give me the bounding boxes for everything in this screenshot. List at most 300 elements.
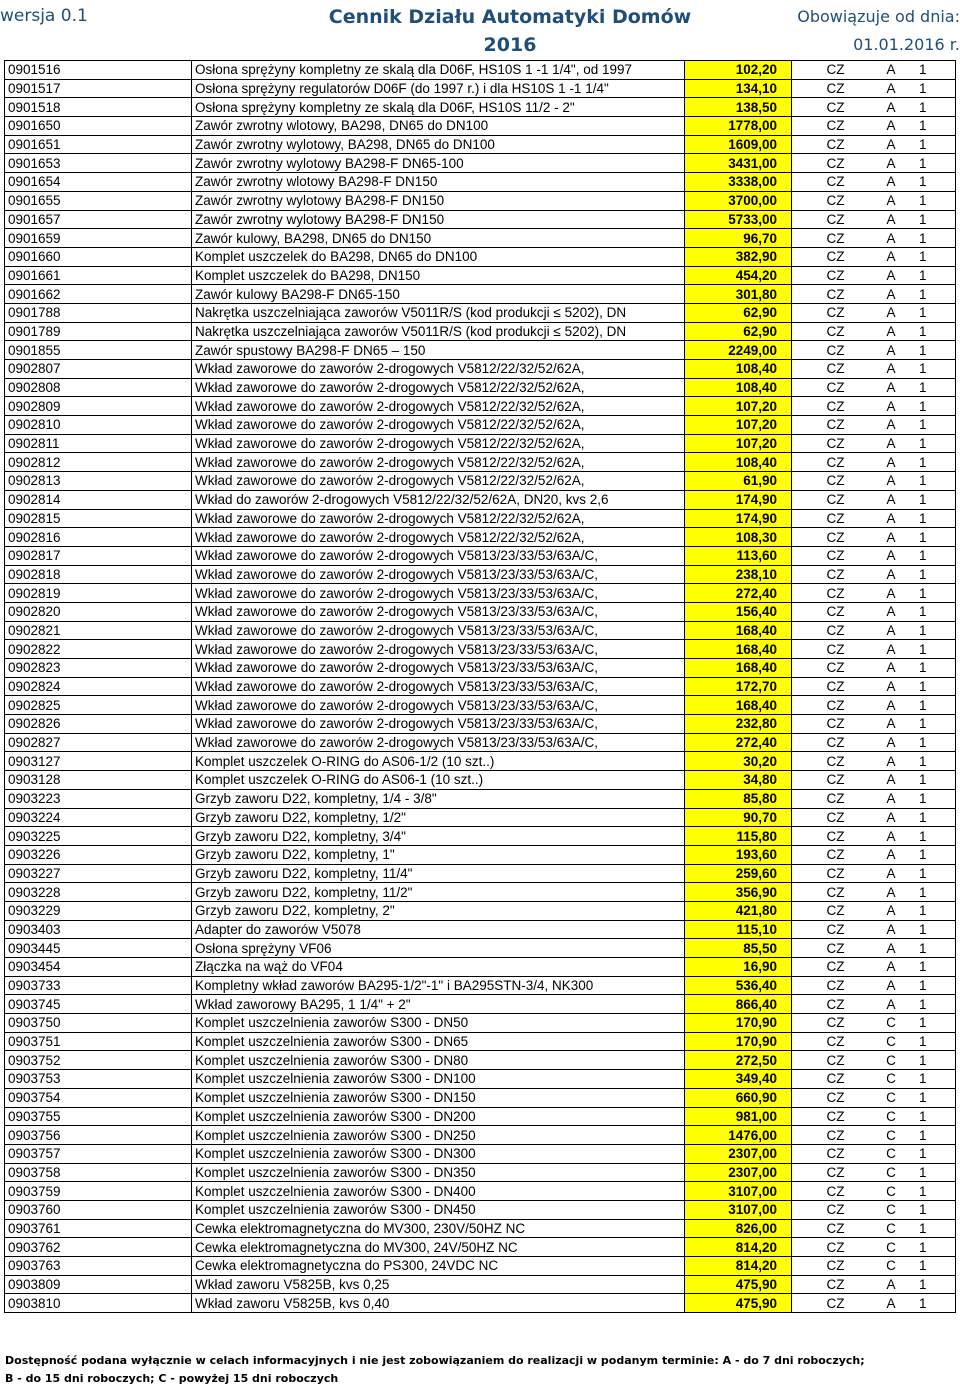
product-name: Wkład zaworu V5825B, kvs 0,25: [192, 1275, 685, 1294]
quantity: 1: [916, 696, 956, 715]
product-price: 61,90: [685, 472, 792, 491]
product-price: 170,90: [685, 1014, 792, 1033]
quantity: 1: [916, 939, 956, 958]
unit-label: CZ: [792, 266, 867, 285]
product-name: Złączka na wąż do VF04: [192, 958, 685, 977]
quantity: 1: [916, 1126, 956, 1145]
product-name: Komplet uszczelnienia zaworów S300 - DN200: [192, 1107, 685, 1126]
unit-label: CZ: [792, 117, 867, 136]
product-name: Wkład zaworowe do zaworów 2-drogowych V5813/23/33/53/63A/C,: [192, 546, 685, 565]
valid-from: [797, 3, 960, 59]
product-code: 0901661: [5, 266, 192, 285]
quantity: 1: [916, 1275, 956, 1294]
unit-label: CZ: [792, 1051, 867, 1070]
unit-label: CZ: [792, 976, 867, 995]
product-name: Osłona sprężyny kompletny ze skalą dla D06F, HS10S 1 -1 1/4", od 1997: [192, 61, 685, 80]
product-name: Wkład zaworowe do zaworów 2-drogowych V5812/22/32/52/62A,: [192, 434, 685, 453]
product-name: Adapter do zaworów V5078: [192, 920, 685, 939]
unit-label: CZ: [792, 1014, 867, 1033]
table-row: [5, 1275, 956, 1294]
quantity: 1: [916, 715, 956, 734]
product-name: Wkład zaworowe do zaworów 2-drogowych V5812/22/32/52/62A,: [192, 378, 685, 397]
product-code: 0903745: [5, 995, 192, 1014]
table-row: [5, 154, 956, 173]
product-price: 272,40: [685, 584, 792, 603]
quantity: 1: [916, 808, 956, 827]
table-row: [5, 827, 956, 846]
table-row: [5, 303, 956, 322]
product-price: 108,40: [685, 360, 792, 379]
product-name: Wkład zaworowe do zaworów 2-drogowych V5812/22/32/52/62A,: [192, 360, 685, 379]
unit-label: CZ: [792, 378, 867, 397]
product-name: Zawór zwrotny wylotowy BA298-F DN65-100: [192, 154, 685, 173]
table-row: [5, 939, 956, 958]
product-code: 0903809: [5, 1275, 192, 1294]
product-code: 0902827: [5, 733, 192, 752]
product-code: 0901660: [5, 247, 192, 266]
quantity: 1: [916, 528, 956, 547]
table-row: [5, 1257, 956, 1276]
unit-label: CZ: [792, 995, 867, 1014]
product-name: Wkład zaworowy BA295, 1 1/4" + 2": [192, 995, 685, 1014]
product-price: 108,40: [685, 453, 792, 472]
product-name: Grzyb zaworu D22, kompletny, 11/2": [192, 883, 685, 902]
product-name: Zawór zwrotny wlotowy, BA298, DN65 do DN100: [192, 117, 685, 136]
product-price: 2307,00: [685, 1144, 792, 1163]
availability-class: A: [866, 378, 916, 397]
product-code: 0902811: [5, 434, 192, 453]
product-code: 0903127: [5, 752, 192, 771]
table-row: [5, 715, 956, 734]
product-price: 3431,00: [685, 154, 792, 173]
product-name: Komplet uszczelnienia zaworów S300 - DN65: [192, 1032, 685, 1051]
availability-class: A: [866, 247, 916, 266]
availability-class: A: [866, 1275, 916, 1294]
product-code: 0903454: [5, 958, 192, 977]
availability-class: A: [866, 322, 916, 341]
product-price: 814,20: [685, 1238, 792, 1257]
product-price: 85,50: [685, 939, 792, 958]
product-name: Osłona sprężyny kompletny ze skalą dla D06F, HS10S 11/2 - 2": [192, 98, 685, 117]
quantity: 1: [916, 509, 956, 528]
unit-label: CZ: [792, 715, 867, 734]
product-name: Grzyb zaworu D22, kompletny, 1/4 - 3/8": [192, 789, 685, 808]
product-price: 826,00: [685, 1219, 792, 1238]
quantity: 1: [916, 1107, 956, 1126]
table-row: [5, 1163, 956, 1182]
availability-class: A: [866, 61, 916, 80]
quantity: 1: [916, 191, 956, 210]
product-price: 660,90: [685, 1088, 792, 1107]
quantity: 1: [916, 1219, 956, 1238]
product-code: 0903762: [5, 1238, 192, 1257]
product-code: 0903752: [5, 1051, 192, 1070]
quantity: 1: [916, 1088, 956, 1107]
product-name: Grzyb zaworu D22, kompletny, 11/4": [192, 864, 685, 883]
availability-class: C: [866, 1051, 916, 1070]
quantity: 1: [916, 266, 956, 285]
price-table-body: [5, 61, 956, 1313]
availability-class: A: [866, 135, 916, 154]
quantity: 1: [916, 1014, 956, 1033]
availability-class: A: [866, 640, 916, 659]
table-row: [5, 789, 956, 808]
availability-class: A: [866, 621, 916, 640]
table-row: [5, 995, 956, 1014]
product-name: Wkład zaworu V5825B, kvs 0,40: [192, 1294, 685, 1313]
product-code: 0903229: [5, 901, 192, 920]
quantity: 1: [916, 322, 956, 341]
availability-class: C: [866, 1200, 916, 1219]
product-name: Cewka elektromagnetyczna do MV300, 24V/50HZ NC: [192, 1238, 685, 1257]
table-row: [5, 229, 956, 248]
availability-class: C: [866, 1107, 916, 1126]
quantity: 1: [916, 789, 956, 808]
availability-class: A: [866, 808, 916, 827]
availability-class: A: [866, 341, 916, 360]
table-row: [5, 677, 956, 696]
product-code: 0902807: [5, 360, 192, 379]
quantity: 1: [916, 621, 956, 640]
quantity: 1: [916, 546, 956, 565]
table-row: [5, 1107, 956, 1126]
table-row: [5, 602, 956, 621]
availability-class: A: [866, 490, 916, 509]
table-row: [5, 285, 956, 304]
product-name: Zawór kulowy, BA298, DN65 do DN150: [192, 229, 685, 248]
product-name: Wkład zaworowe do zaworów 2-drogowych V5813/23/33/53/63A/C,: [192, 733, 685, 752]
table-row: [5, 1032, 956, 1051]
quantity: 1: [916, 565, 956, 584]
table-row: [5, 733, 956, 752]
unit-label: CZ: [792, 827, 867, 846]
table-row: [5, 509, 956, 528]
table-row: [5, 659, 956, 678]
table-row: [5, 901, 956, 920]
product-code: 0903733: [5, 976, 192, 995]
unit-label: CZ: [792, 303, 867, 322]
product-code: 0901650: [5, 117, 192, 136]
unit-label: CZ: [792, 528, 867, 547]
product-name: Komplet uszczelek do BA298, DN150: [192, 266, 685, 285]
unit-label: CZ: [792, 677, 867, 696]
product-name: Komplet uszczelnienia zaworów S300 - DN80: [192, 1051, 685, 1070]
table-row: [5, 528, 956, 547]
product-name: Wkład zaworowe do zaworów 2-drogowych V5813/23/33/53/63A/C,: [192, 565, 685, 584]
unit-label: CZ: [792, 920, 867, 939]
quantity: 1: [916, 117, 956, 136]
product-name: Grzyb zaworu D22, kompletny, 3/4": [192, 827, 685, 846]
availability-class: A: [866, 360, 916, 379]
product-price: 272,40: [685, 733, 792, 752]
product-price: 2249,00: [685, 341, 792, 360]
quantity: 1: [916, 845, 956, 864]
table-row: [5, 621, 956, 640]
product-price: 16,90: [685, 958, 792, 977]
unit-label: CZ: [792, 360, 867, 379]
unit-label: CZ: [792, 696, 867, 715]
product-code: 0903761: [5, 1219, 192, 1238]
product-code: 0901654: [5, 173, 192, 192]
quantity: 1: [916, 453, 956, 472]
product-code: 0903224: [5, 808, 192, 827]
availability-class: A: [866, 303, 916, 322]
availability-class: A: [866, 509, 916, 528]
product-name: Wkład zaworowe do zaworów 2-drogowych V5813/23/33/53/63A/C,: [192, 715, 685, 734]
product-code: 0901516: [5, 61, 192, 80]
unit-label: CZ: [792, 565, 867, 584]
table-row: [5, 565, 956, 584]
product-code: 0901651: [5, 135, 192, 154]
unit-label: CZ: [792, 453, 867, 472]
product-code: 0902819: [5, 584, 192, 603]
product-price: 2307,00: [685, 1163, 792, 1182]
unit-label: CZ: [792, 789, 867, 808]
product-name: Grzyb zaworu D22, kompletny, 1": [192, 845, 685, 864]
product-name: Wkład zaworowe do zaworów 2-drogowych V5813/23/33/53/63A/C,: [192, 677, 685, 696]
price-table: [4, 60, 956, 1313]
quantity: 1: [916, 677, 956, 696]
table-row: [5, 640, 956, 659]
quantity: 1: [916, 285, 956, 304]
product-name: Wkład zaworowe do zaworów 2-drogowych V5812/22/32/52/62A,: [192, 509, 685, 528]
table-row: [5, 864, 956, 883]
product-price: 168,40: [685, 640, 792, 659]
product-code: 0902821: [5, 621, 192, 640]
product-name: Wkład zaworowe do zaworów 2-drogowych V5813/23/33/53/63A/C,: [192, 584, 685, 603]
availability-class: A: [866, 715, 916, 734]
availability-class: A: [866, 154, 916, 173]
product-name: Zawór zwrotny wylotowy, BA298, DN65 do DN100: [192, 135, 685, 154]
product-price: 156,40: [685, 602, 792, 621]
availability-class: C: [866, 1163, 916, 1182]
page-header: [0, 0, 960, 60]
quantity: 1: [916, 490, 956, 509]
unit-label: CZ: [792, 1182, 867, 1201]
product-code: 0903756: [5, 1126, 192, 1145]
availability-class: C: [866, 1032, 916, 1051]
product-code: 0902824: [5, 677, 192, 696]
product-price: 96,70: [685, 229, 792, 248]
product-name: Nakrętka uszczelniająca zaworów V5011R/S (kod produkcji ≤ 5202), DN: [192, 322, 685, 341]
product-price: 168,40: [685, 659, 792, 678]
quantity: 1: [916, 210, 956, 229]
product-name: Osłona sprężyny regulatorów D06F (do 1997 r.) i dla HS10S 1 -1 1/4": [192, 79, 685, 98]
product-price: 174,90: [685, 490, 792, 509]
unit-label: CZ: [792, 621, 867, 640]
quantity: 1: [916, 976, 956, 995]
table-row: [5, 490, 956, 509]
product-name: Wkład zaworowe do zaworów 2-drogowych V5812/22/32/52/62A,: [192, 528, 685, 547]
quantity: 1: [916, 1032, 956, 1051]
product-price: 3700,00: [685, 191, 792, 210]
product-price: 1778,00: [685, 117, 792, 136]
product-name: Cewka elektromagnetyczna do PS300, 24VDC NC: [192, 1257, 685, 1276]
unit-label: CZ: [792, 901, 867, 920]
unit-label: CZ: [792, 771, 867, 790]
product-code: 0903754: [5, 1088, 192, 1107]
product-name: Komplet uszczelek do BA298, DN65 do DN100: [192, 247, 685, 266]
availability-class: A: [866, 789, 916, 808]
table-row: [5, 584, 956, 603]
product-code: 0901789: [5, 322, 192, 341]
unit-label: CZ: [792, 883, 867, 902]
unit-label: CZ: [792, 640, 867, 659]
availability-class: C: [866, 1238, 916, 1257]
quantity: 1: [916, 901, 956, 920]
quantity: 1: [916, 883, 956, 902]
table-row: [5, 266, 956, 285]
product-code: 0901653: [5, 154, 192, 173]
availability-class: A: [866, 752, 916, 771]
availability-class: A: [866, 285, 916, 304]
availability-class: A: [866, 677, 916, 696]
unit-label: CZ: [792, 864, 867, 883]
unit-label: CZ: [792, 1070, 867, 1089]
product-price: 272,50: [685, 1051, 792, 1070]
unit-label: CZ: [792, 808, 867, 827]
product-code: 0903225: [5, 827, 192, 846]
product-code: 0903760: [5, 1200, 192, 1219]
quantity: 1: [916, 752, 956, 771]
unit-label: CZ: [792, 509, 867, 528]
product-name: Grzyb zaworu D22, kompletny, 1/2": [192, 808, 685, 827]
unit-label: CZ: [792, 154, 867, 173]
availability-class: C: [866, 1126, 916, 1145]
availability-class: C: [866, 1088, 916, 1107]
unit-label: CZ: [792, 1219, 867, 1238]
table-row: [5, 322, 956, 341]
product-price: 108,30: [685, 528, 792, 547]
product-name: Komplet uszczelnienia zaworów S300 - DN50: [192, 1014, 685, 1033]
table-row: [5, 472, 956, 491]
availability-class: A: [866, 920, 916, 939]
product-code: 0902815: [5, 509, 192, 528]
quantity: 1: [916, 584, 956, 603]
product-name: Zawór zwrotny wylotowy BA298-F DN150: [192, 191, 685, 210]
product-price: 62,90: [685, 322, 792, 341]
unit-label: CZ: [792, 1107, 867, 1126]
product-price: 85,80: [685, 789, 792, 808]
quantity: 1: [916, 1238, 956, 1257]
quantity: 1: [916, 98, 956, 117]
product-name: Wkład zaworowe do zaworów 2-drogowych V5813/23/33/53/63A/C,: [192, 640, 685, 659]
unit-label: CZ: [792, 602, 867, 621]
product-price: 134,10: [685, 79, 792, 98]
product-name: Komplet uszczelnienia zaworów S300 - DN450: [192, 1200, 685, 1219]
product-name: Zawór zwrotny wylotowy BA298-F DN150: [192, 210, 685, 229]
unit-label: CZ: [792, 845, 867, 864]
unit-label: CZ: [792, 472, 867, 491]
product-price: 356,90: [685, 883, 792, 902]
product-price: 866,40: [685, 995, 792, 1014]
availability-class: A: [866, 117, 916, 136]
product-price: 90,70: [685, 808, 792, 827]
product-code: 0903810: [5, 1294, 192, 1313]
product-code: 0903763: [5, 1257, 192, 1276]
table-row: [5, 546, 956, 565]
availability-class: A: [866, 845, 916, 864]
product-price: 1609,00: [685, 135, 792, 154]
unit-label: CZ: [792, 1126, 867, 1145]
availability-class: A: [866, 939, 916, 958]
product-name: Komplet uszczelnienia zaworów S300 - DN100: [192, 1070, 685, 1089]
quantity: 1: [916, 1182, 956, 1201]
table-row: [5, 453, 956, 472]
unit-label: CZ: [792, 322, 867, 341]
unit-label: CZ: [792, 546, 867, 565]
table-row: [5, 920, 956, 939]
quantity: 1: [916, 958, 956, 977]
product-code: 0901517: [5, 79, 192, 98]
product-price: 115,10: [685, 920, 792, 939]
availability-class: C: [866, 1014, 916, 1033]
quantity: 1: [916, 135, 956, 154]
quantity: 1: [916, 640, 956, 659]
product-price: 259,60: [685, 864, 792, 883]
product-price: 107,20: [685, 416, 792, 435]
product-code: 0903403: [5, 920, 192, 939]
quantity: 1: [916, 416, 956, 435]
product-code: 0902816: [5, 528, 192, 547]
table-row: [5, 247, 956, 266]
product-code: 0901659: [5, 229, 192, 248]
availability-class: A: [866, 229, 916, 248]
product-name: Wkład zaworowe do zaworów 2-drogowych V5812/22/32/52/62A,: [192, 453, 685, 472]
product-price: 174,90: [685, 509, 792, 528]
quantity: 1: [916, 733, 956, 752]
quantity: 1: [916, 360, 956, 379]
product-code: 0901662: [5, 285, 192, 304]
table-row: [5, 752, 956, 771]
unit-label: CZ: [792, 490, 867, 509]
table-row: [5, 416, 956, 435]
availability-class: C: [866, 1257, 916, 1276]
product-code: 0902823: [5, 659, 192, 678]
table-row: [5, 1126, 956, 1145]
table-row: [5, 845, 956, 864]
valid-from-label: Obowiązuje od dnia:: [797, 7, 960, 26]
availability-note-line-1: Dostępność podana wyłącznie w celach informacyjnych i nie jest zobowiązaniem do realizacji w podanym terminie: A - do 7 dni roboczych;: [5, 1354, 865, 1367]
product-code: 0901657: [5, 210, 192, 229]
unit-label: CZ: [792, 584, 867, 603]
unit-label: CZ: [792, 939, 867, 958]
availability-class: A: [866, 696, 916, 715]
table-row: [5, 98, 956, 117]
product-name: Wkład zaworowe do zaworów 2-drogowych V5813/23/33/53/63A/C,: [192, 621, 685, 640]
availability-class: A: [866, 79, 916, 98]
product-name: Wkład zaworowe do zaworów 2-drogowych V5813/23/33/53/63A/C,: [192, 602, 685, 621]
product-code: 0902818: [5, 565, 192, 584]
table-row: [5, 1294, 956, 1313]
product-code: 0903128: [5, 771, 192, 790]
product-price: 170,90: [685, 1032, 792, 1051]
availability-class: A: [866, 995, 916, 1014]
unit-label: CZ: [792, 434, 867, 453]
product-code: 0902826: [5, 715, 192, 734]
product-code: 0903759: [5, 1182, 192, 1201]
product-name: Komplet uszczelnienia zaworów S300 - DN150: [192, 1088, 685, 1107]
product-name: Nakrętka uszczelniająca zaworów V5011R/S (kod produkcji ≤ 5202), DN: [192, 303, 685, 322]
page-title: [290, 3, 730, 59]
quantity: 1: [916, 397, 956, 416]
table-row: [5, 883, 956, 902]
product-code: 0903751: [5, 1032, 192, 1051]
availability-class: A: [866, 864, 916, 883]
table-row: [5, 1088, 956, 1107]
product-code: 0902825: [5, 696, 192, 715]
availability-class: A: [866, 434, 916, 453]
